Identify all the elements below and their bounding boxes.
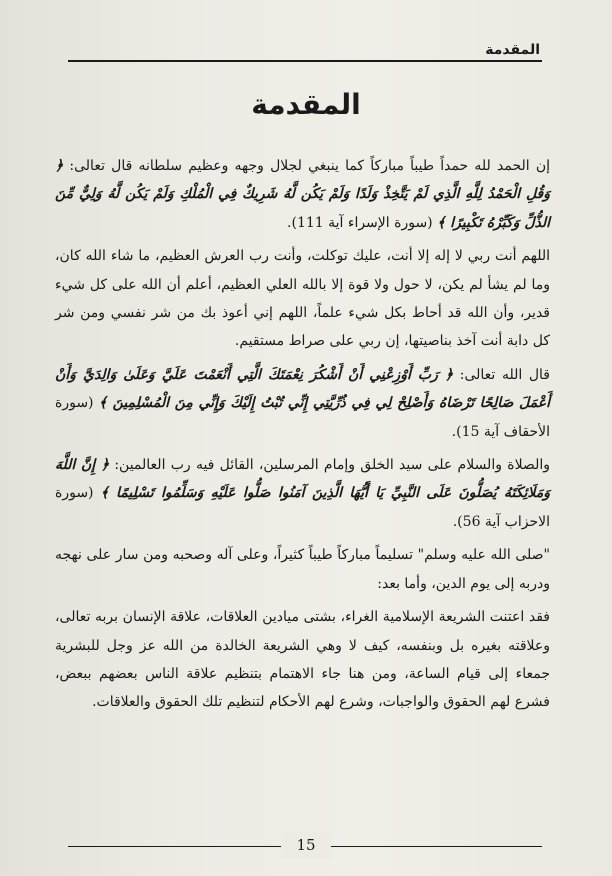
paragraph-text: فقد اعتنت الشريعة الإسلامية الغراء، بشتى ميادين العلاقات، علاقة الإنسان بربه تعالى، وعلاقته بغيره بل وبنفسه، كيف لا وهي الشريعة الخالدة من الله عز وجل للبشرية جمعاء إلى قيام الساعة، ومن هنا جاء الاهتمام بتنظيم علاقة الناس بعضهم ببعض، فشرع لهم الحقوق والواجبات، وشرع لهم الأحكام لتنظيم تلك الحقوق والعلاقات. <box>55 609 550 711</box>
paragraph-text: والصلاة والسلام على سيد الخلق وإمام المرسلين، القائل فيه رب العالمين: <box>109 457 550 474</box>
body-text <box>55 152 550 722</box>
paragraph-text: "صلى الله عليه وسلم" تسليماً مباركاً طيباً كثيراً، وعلى آله وصحبه ومن سار على نهجه ودربه إلى يوم الدين، وأما بعد: <box>55 547 550 592</box>
paragraph-text: إن الحمد لله حمداً طيباً مباركاً كما ينبغي لجلال وجهه وعظيم سلطانه قال تعالى: <box>63 158 550 174</box>
chapter-title: المقدمة <box>251 88 361 121</box>
quran-verse: ﴿ وَقُلِ الْحَمْدُ لِلَّهِ الَّذِي لَمْ يَتَّخِذْ وَلَدًا وَلَمْ يَكُن لَّهُ شَرِيكٌ فِي الْمُلْكِ وَلَمْ يَكُن لَّهُ وَلِيٌّ مِّنَ الذُّلِّ وَكَبِّرْهُ تَكْبِيرًا ﴾ <box>55 158 550 231</box>
verse-reference: (سورة الإسراء آية 111). <box>287 214 438 231</box>
header-rule <box>68 60 542 62</box>
page-number: 15 <box>281 832 331 858</box>
paragraph-3 <box>55 361 550 446</box>
paragraph-6 <box>55 603 550 717</box>
verse-reference: (سورة الأحقاف آية 15). <box>55 395 550 440</box>
running-header: المقدمة <box>485 42 540 58</box>
paragraph-5 <box>55 541 550 598</box>
quran-verse: ﴿ رَبِّ أَوْزِعْنِي أَنْ أَشْكُرَ نِعْمَتَكَ الَّتِي أَنْعَمْتَ عَلَيَّ وَعَلَىٰ وَالِدَيَّ وَأَنْ أَعْمَلَ صَالِحًا تَرْضَاهُ وَأَصْلِحْ لِي فِي ذُرِّيَّتِي إِنِّي تُبْتُ إِلَيْكَ وَإِنِّي مِنَ الْمُسْلِمِينَ ﴾ <box>55 366 550 412</box>
paragraph-2 <box>55 242 550 356</box>
paragraph-1 <box>55 152 550 237</box>
paragraph-text: قال الله تعالى: <box>453 366 551 383</box>
quran-verse: ﴿ إِنَّ اللَّهَ وَمَلَائِكَتَهُ يُصَلُّونَ عَلَى النَّبِيِّ يَا أَيُّهَا الَّذِينَ آمَنُوا صَلُّوا عَلَيْهِ وَسَلِّمُوا تَسْلِيمًا ﴾ <box>55 457 550 502</box>
paragraph-4 <box>55 451 550 536</box>
paragraph-text: اللهم أنت ربي لا إله إلا أنت، عليك توكلت، وأنت رب العرش العظيم، ما شاء الله كان، وما لم يشأ لم يكن، لا حول ولا قوة إلا بالله العلي العظيم، أعلم أن الله على كل شيء قدير، وأن الله قد أحاط بكل شيء علماً، اللهم إني أعوذ بك من شر نفسي ومن شر كل دابة أنت آخذ بناصيتها، إن ربي على صراط مستقيم. <box>55 248 550 350</box>
verse-reference: (سورة الاحزاب آية 56). <box>55 485 550 530</box>
